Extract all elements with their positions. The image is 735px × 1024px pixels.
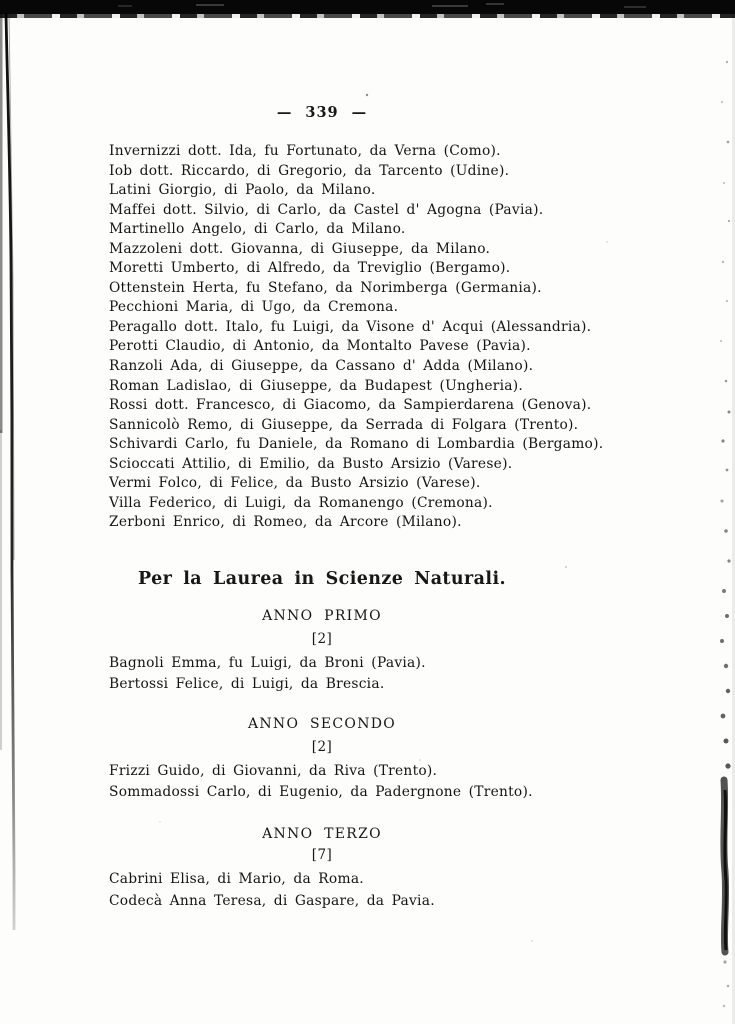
graduate-list-anno-secondo <box>109 761 533 803</box>
section-title: Per la Laurea in Scienze Naturali. <box>138 569 506 589</box>
student-entry: Bagnoli Emma, fu Luigi, da Broni (Pavia). <box>109 655 426 671</box>
student-entry: Bertossi Felice, di Luigi, da Brescia. <box>109 675 385 692</box>
student-entry: Peragallo dott. Italo, fu Luigi, da Visone d' Acqui (Alessandria). <box>109 318 592 335</box>
student-entry: Iob dott. Riccardo, di Gregorio, da Tarcento (Udine). <box>109 162 510 179</box>
student-entry: Sommadossi Carlo, di Eugenio, da Padergnone (Trento). <box>109 784 533 800</box>
student-entry: Ottenstein Herta, fu Stefano, da Norimberga (Germania). <box>109 279 542 296</box>
student-entry: Maffei dott. Silvio, di Carlo, da Castel d' Agogna (Pavia). <box>109 201 544 218</box>
student-entry: Mazzoleni dott. Giovanna, di Giuseppe, da Milano. <box>109 240 491 257</box>
year-count-anno-secondo: [2] <box>311 739 333 755</box>
student-entry: Schivardi Carlo, fu Daniele, da Romano di Lombardia (Bergamo). <box>109 436 604 453</box>
student-entry: Frizzi Guido, di Giovanni, da Riva (Trento). <box>109 763 438 779</box>
page-number: — 339 — <box>276 104 368 121</box>
graduate-list-anno-terzo <box>109 869 435 912</box>
student-entry: Zerboni Enrico, di Romeo, da Arcore (Milano). <box>109 514 462 531</box>
student-entry: Rossi dott. Francesco, di Giacomo, da Sampierdarena (Genova). <box>109 397 592 414</box>
year-count-anno-terzo: [7] <box>311 847 333 863</box>
student-entry: Vermi Folco, di Felice, da Busto Arsizio (Varese). <box>109 475 481 492</box>
year-count-anno-primo: [2] <box>311 631 333 647</box>
student-entry: Moretti Umberto, di Alfredo, da Treviglio (Bergamo). <box>109 260 511 277</box>
scan-artifact-top-edge <box>0 0 735 14</box>
student-entry: Pecchioni Maria, di Ugo, da Cremona. <box>109 299 399 316</box>
year-heading-anno-terzo: ANNO TERZO <box>262 826 382 842</box>
student-entry: Sannicolò Remo, di Giuseppe, da Serrada di Folgara (Trento). <box>109 416 579 433</box>
student-entry: Latini Giorgio, di Paolo, da Milano. <box>109 182 376 199</box>
graduate-list-continued <box>109 142 603 533</box>
student-entry: Martinello Angelo, di Carlo, da Milano. <box>109 221 406 238</box>
student-entry: Invernizzi dott. Ida, fu Fortunato, da Verna (Como). <box>109 143 501 159</box>
student-entry: Codecà Anna Teresa, di Gaspare, da Pavia. <box>109 892 435 909</box>
student-entry: Ranzoli Ada, di Giuseppe, da Cassano d' Adda (Milano). <box>109 358 534 375</box>
student-entry: Villa Federico, di Luigi, da Romanengo (Cremona). <box>109 494 493 511</box>
student-entry: Scioccati Attilio, di Emilio, da Busto Arsizio (Varese). <box>109 455 513 472</box>
student-entry: Roman Ladislao, di Giuseppe, da Budapest (Ungheria). <box>109 377 524 394</box>
year-heading-anno-secondo: ANNO SECONDO <box>247 716 397 732</box>
student-entry: Perotti Claudio, di Antonio, da Montalto Pavese (Pavia). <box>109 338 531 355</box>
year-heading-anno-primo: ANNO PRIMO <box>262 608 382 624</box>
graduate-list-anno-primo <box>109 653 426 694</box>
student-entry: Cabrini Elisa, di Mario, da Roma. <box>109 871 364 887</box>
